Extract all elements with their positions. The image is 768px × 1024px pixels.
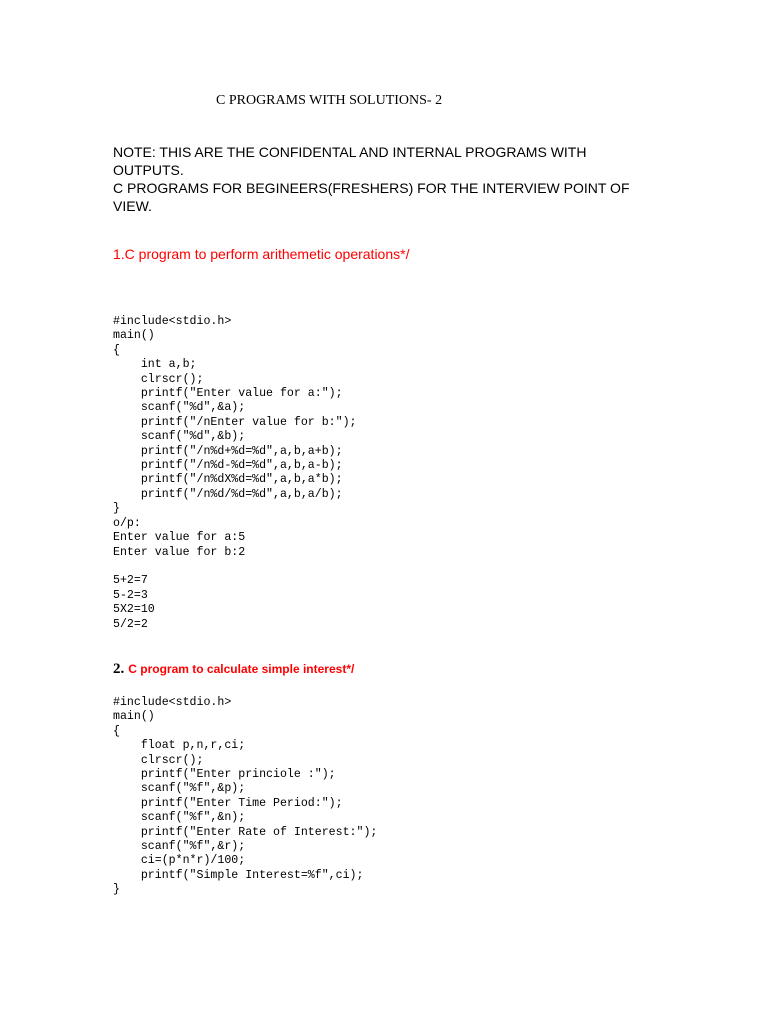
program-2-code: #include<stdio.h> main() { float p,n,r,ci; clrscr(); printf("Enter princiole :"); scanf("%f",&p); printf("Enter Time Period:"); scanf("%f",&n); printf("Enter Rate of Interest:"); scanf("%f",&r); ci=(p*n*r)/100; printf("Simple Interest=%f",ci); }: [113, 696, 378, 897]
note-line: VIEW.: [113, 198, 152, 214]
program-2-heading-row: [113, 661, 354, 678]
note-line: OUTPUTS.: [113, 162, 184, 178]
note-line: NOTE: THIS ARE THE CONFIDENTAL AND INTERNAL PROGRAMS WITH: [113, 144, 587, 160]
program-1-heading: 1.C program to perform arithemetic operations*/: [113, 246, 410, 262]
note-block: [113, 143, 653, 215]
document-title: C PROGRAMS WITH SOLUTIONS- 2: [216, 93, 443, 108]
program-1-code: #include<stdio.h> main() { int a,b; clrscr(); printf("Enter value for a:"); scanf("%d",&a); printf("/nEnter value for b:"); scanf("%d",&b); printf("/n%d+%d=%d",a,b,a+b); printf("/n%d-%d=%d",a,b,a-b); printf("/n%dX%d=%d",a,b,a*b); printf("/n%d/%d=%d",a,b,a/b); } o/p: Enter value for a:5 Enter value for b:2 5+2=7 5-2=3 5X2=10 5/2=2: [113, 315, 357, 631]
program-2-number: 2.: [113, 661, 125, 677]
note-line: C PROGRAMS FOR BEGINEERS(FRESHERS) FOR THE INTERVIEW POINT OF: [113, 180, 630, 196]
program-2-heading: C program to calculate simple interest*/: [128, 662, 355, 676]
